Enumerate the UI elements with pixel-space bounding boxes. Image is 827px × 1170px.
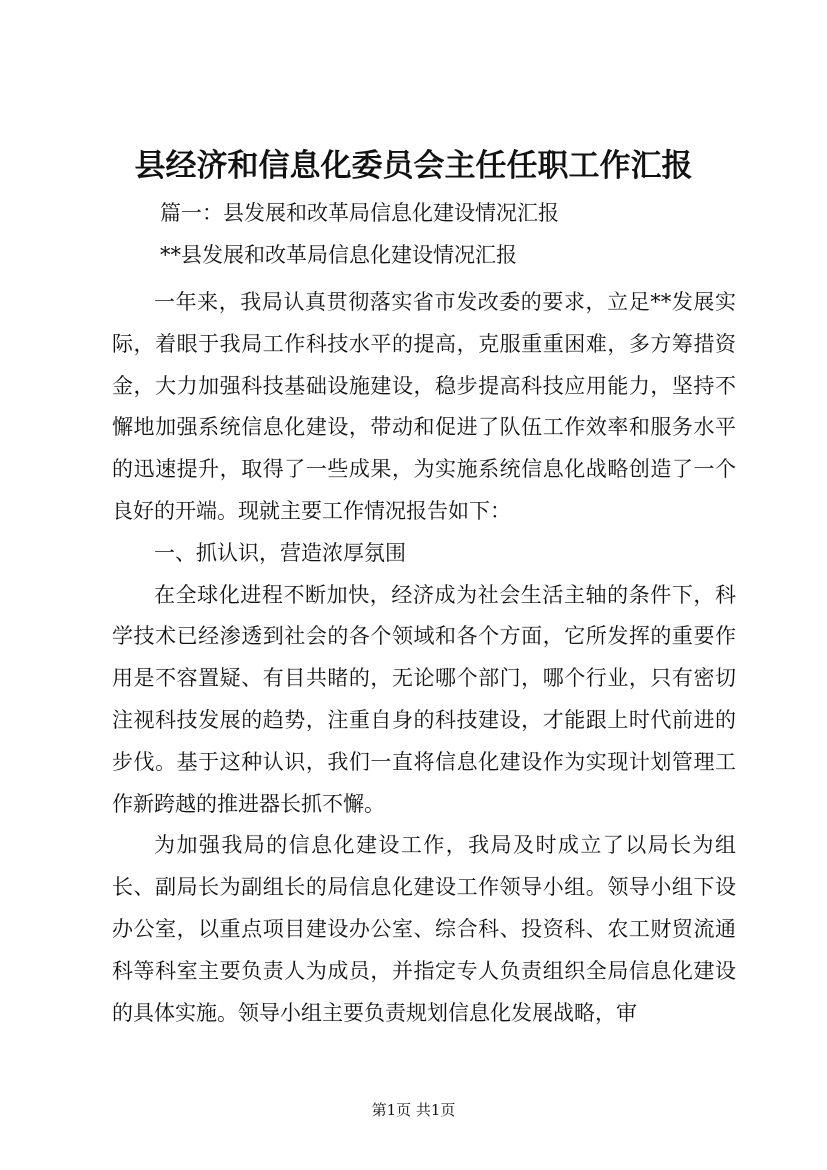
document-title: 县经济和信息化委员会主任任职工作汇报: [134, 148, 693, 184]
paragraph-globalization: 在全球化进程不断加快，经济成为社会生活主轴的条件下，科学技术已经渗透到社会的各个领域和各个方面，它所发挥的重要作用是不容置疑、有目共睹的，无论哪个部门，哪个行业，只有密切注视科技发展的趋势，注重自身的科技建设，才能跟上时代前进的步伐。基于这种认识，我们一直将信息化建设作为实现计划管理工作新跨越的推进器长抓不懈。: [112, 582, 736, 816]
section-heading: 篇一：县发展和改革局信息化建设情况汇报: [160, 201, 559, 225]
paragraph-leadership-group: 为加强我局的信息化建设工作，我局及时成立了以局长为组长、副局长为副组长的局信息化建设工作领导小组。领导小组下设办公室，以重点项目建设办公室、综合科、投资科、农工财贸流通科等科室主要负责人为成员，并指定专人负责组织全局信息化建设的具体实施。领导小组主要负责规划信息化发展战略，审: [112, 833, 736, 1025]
paragraph-intro: 一年来，我局认真贯彻落实省市发改委的要求，立足**发展实际，着眼于我局工作科技水平的提高，克服重重困难，多方筹措资金，大力加强科技基础设施建设，稳步提高科技应用能力，坚持不懈地加强系统信息化建设，带动和促进了队伍工作效率和服务水平的迅速提升，取得了一些成果，为实施系统信息化战略创造了一个良好的开端。现就主要工作情况报告如下：: [112, 290, 736, 523]
paragraph-heading-1: 一、抓认识，营造浓厚氛围: [154, 540, 406, 565]
document-body: [112, 282, 736, 1034]
page-number-footer: 第1页 共1页: [371, 1101, 456, 1119]
report-title: **县发展和改革局信息化建设情况汇报: [160, 243, 517, 267]
